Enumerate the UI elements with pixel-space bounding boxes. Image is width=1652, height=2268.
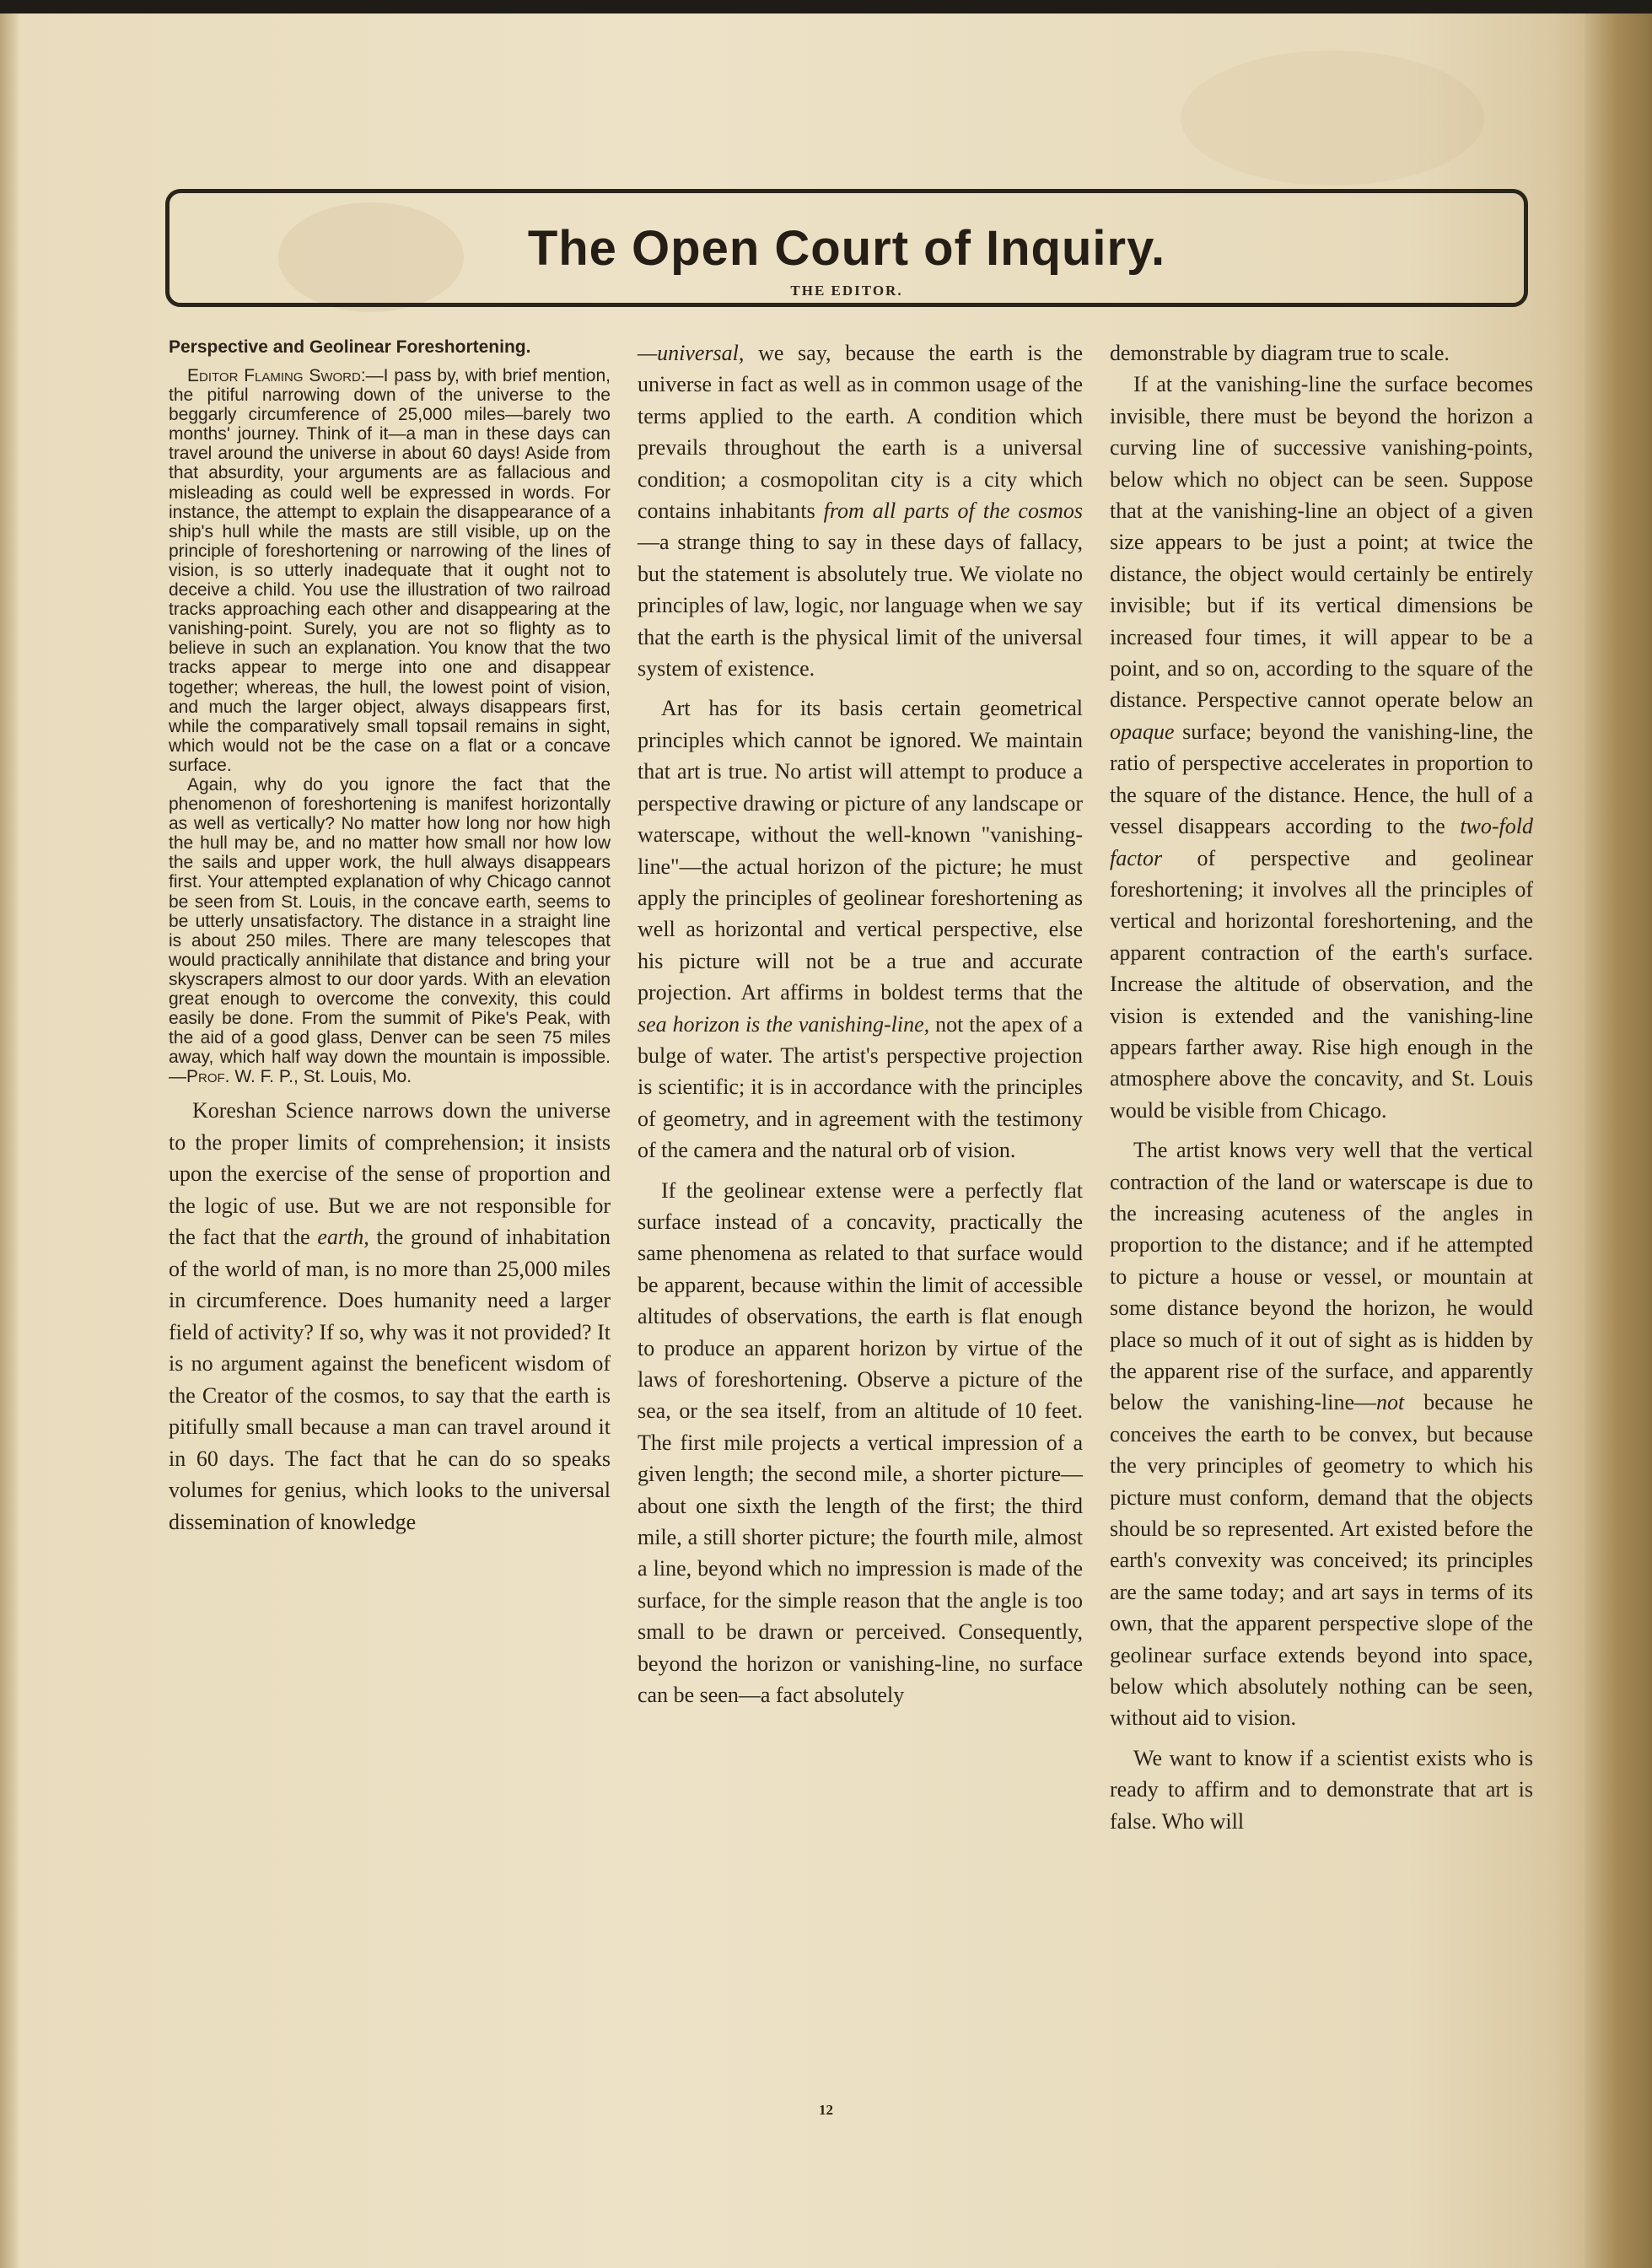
body-text: If the geolinear extense were a perfectly flat surface instead of a concavity, practically the same phenomena as related to that surface would be apparent, because within the limit of accessible altitudes of observations, the earth is flat enough to produce an apparent horizon by virtue of the laws of foreshortening. Observe a picture of the sea, or the sea itself, from an altitude of 10 feet. The first mile projects a vertical impression of a given length; the second mile, a shorter picture—about one sixth the length of the first; the third mile, a still shorter picture; the fourth mile, almost a line, beyond which no impression is made of the surface, for the simple reason that the angle is too small to be drawn or perceived. Consequently, beyond the horizon or vanishing-line, no surface can be seen—a fact absolutely	[638, 1177, 1083, 1708]
reader-letter	[169, 366, 611, 1086]
body-text: demonstrable by diagram true to scale.	[1110, 341, 1450, 365]
letter-paragraph: :—I pass by, with brief mention, the pitiful narrowing down of the universe to the beggarly circumference of 25,000 miles—barely two months' journey. Think of it—a man in these days can travel around the universe in about 60 days! Aside from that absurdity, your arguments are as fallacious and misleading as could well be expressed in words. For instance, the attempt to explain the disappearance of a ship's hull while the masts are still visible, up on the principle of foreshortening or narrowing of the lines of vision, is so utterly inadequate that it ought not to deceive a child. You use the illustration of two railroad tracks approaching each other and disappearing at the vanishing-point. Surely, you are not so flighty as to believe in such an explanation. You know that the two tracks appear to merge into one and disappear together; whereas, the hull, the lowest point of vision, and much the larger object, always disappears first, while the comparatively small topsail remains in sight, which would not be the case on a flat or a concave surface.	[169, 366, 611, 775]
title-frame	[165, 189, 1528, 307]
page-title: The Open Court of Inquiry.	[527, 221, 1166, 276]
body-text: not the apex of a bulge of water. The artist's perspective projection is scientific; it is in accordance with the principles of geometry, and in agreement with the testimony of the camera and the natural orb of vision.	[638, 1011, 1084, 1163]
page-number: 12	[819, 2102, 833, 2118]
emphasis-text: from all parts of the cosmos	[823, 498, 1083, 524]
emphasis-text: two-fold factor	[1110, 814, 1533, 870]
reply-text: the ground of inhabitation of the world of man, is no more than 25,000 miles in circumference. Does humanity need a larger field of activity? If so, why was it not provided? It is no argument against the beneficent wisdom of the Creator of the cosmos, to say that the earth is pitifully small because a man can travel around it in 60 days. The fact that he can do so speaks volumes for genius, which looks to the universal dissemination of knowledge	[169, 1225, 611, 1534]
top-edge	[0, 0, 1652, 13]
letter-signature: Prof. W. F. P.	[186, 1067, 293, 1087]
body-text: Art has for its basis certain geometrical principles which cannot be ignored. We maintain that art is true. No artist will attempt to produce a perspective drawing or picture of any landscape or waterscape, without the well-known "vanishing-line"—the actual horizon of the picture; he must apply the principles of geolinear foreshortening as well as horizontal and vertical perspective, else his picture will not be a true and accurate projection. Art affirms in boldest terms that the	[638, 696, 1083, 1005]
body-text: surface; beyond the vanishing-line, the ratio of perspective accelerates in proportion to the square of the distance. Hence, the hull of a vessel disappears according to the	[1110, 719, 1533, 839]
body-text: of perspective and geolinear foreshortening; it involves all the principles of vertical and horizontal foreshortening, and the apparent contraction of the earth's surface. Increase the altitude of observation, and the vision is extended and the vanishing-line appears farther away. Rise high enough in the atmosphere above the concavity, and St. Louis would be visible from Chicago.	[1110, 845, 1533, 1123]
emphasis-text: opaque	[1110, 719, 1175, 744]
binding-spine	[1585, 13, 1652, 2268]
body-text: The artist knows very well that the vertical contraction of the land or waterscape is due to the increasing acuteness of the angles in proportion to the distance; and if he attempted to picture a house or vessel, or mountain at some distance beyond the horizon, he would place so much of it out of sight as is hidden by the apparent rise of the surface, and apparently below the vanishing-line—	[1110, 1138, 1533, 1415]
letter-place: , St. Louis, Mo.	[293, 1067, 412, 1087]
column-3	[1110, 337, 1533, 1837]
editor-reply	[169, 1095, 611, 1538]
body-text: because he conceives the earth to be convex, but because the very principles of geometry to which his picture must conform, demand that the objects should be so represented. Art existed before the earth's convexity was conceived; its principles are the same today; and art says in terms of its own, that the apparent perspective slope of the geolinear surface extends beyond into space, below which absolutely nothing can be seen, without aid to vision.	[1110, 1390, 1533, 1731]
column-2	[638, 337, 1083, 1710]
letter-paragraph: Again, why do you ignore the fact that the phenomenon of foreshortening is manifest horizontally as well as vertically? No matter how long nor how high the hull may be, and no matter how small nor how low the sails and upper work, the hull always disappears first. Your attempted explanation of why Chicago cannot be seen from St. Louis, in the concave earth, seems to be utterly unsatisfactory. The distance in a straight line is about 250 miles. There are many telescopes that would practically annihilate that distance and bring your skyscrapers almost to our door yards. With an elevation great enough to overcome the convexity, this could easily be done. From the summit of Pike's Peak, with the aid of a good glass, Denver can be seen 75 miles away, which half way down the mountain is impossible.—	[169, 774, 611, 1087]
left-edge	[0, 13, 19, 2268]
article-heading: Perspective and Geolinear Foreshortening.	[169, 337, 531, 357]
body-text: We want to know if a scientist exists who is ready to affirm and to demonstrate that art is false. Who will	[1110, 1745, 1533, 1834]
body-text: we say, because the earth is the universe in fact as well as in common usage of the terms applied to the earth. A condition which prevails throughout the earth is a universal condition; a cosmopolitan city is a city which contains inhabitants	[638, 341, 1083, 524]
body-text: —a strange thing to say in these days of fallacy, but the statement is absolutely true. We violate no principles of law, logic, nor language when we say that the earth is the physical limit of the universal system of existence.	[638, 530, 1083, 681]
byline: THE EDITOR.	[790, 283, 903, 299]
reply-emphasis: earth,	[317, 1225, 369, 1250]
letter-salutation: Editor Flaming Sword	[187, 366, 361, 385]
body-text: If at the vanishing-line the surface becomes invisible, there must be beyond the horizon a curving line of successive vanishing-points, below which no object can be seen. Suppose that at the vanishing-line an object of a given size appears to be just a point; at twice the distance, the object would certainly be entirely invisible; but if its vertical dimensions be increased four times, it will appear to be a point, and so on, according to the square of the distance. Perspective cannot operate below an	[1110, 372, 1533, 713]
reply-text: Koreshan Science narrows down the universe to the proper limits of comprehension; it insists upon the exercise of the sense of proportion and the logic of use. But we are not responsible for the fact that the	[169, 1098, 611, 1250]
column-1	[169, 337, 611, 1538]
emphasis-text: not	[1376, 1390, 1405, 1415]
emphasis-text: —universal,	[638, 341, 745, 365]
emphasis-text: sea horizon is the vanishing-line,	[638, 1011, 930, 1037]
